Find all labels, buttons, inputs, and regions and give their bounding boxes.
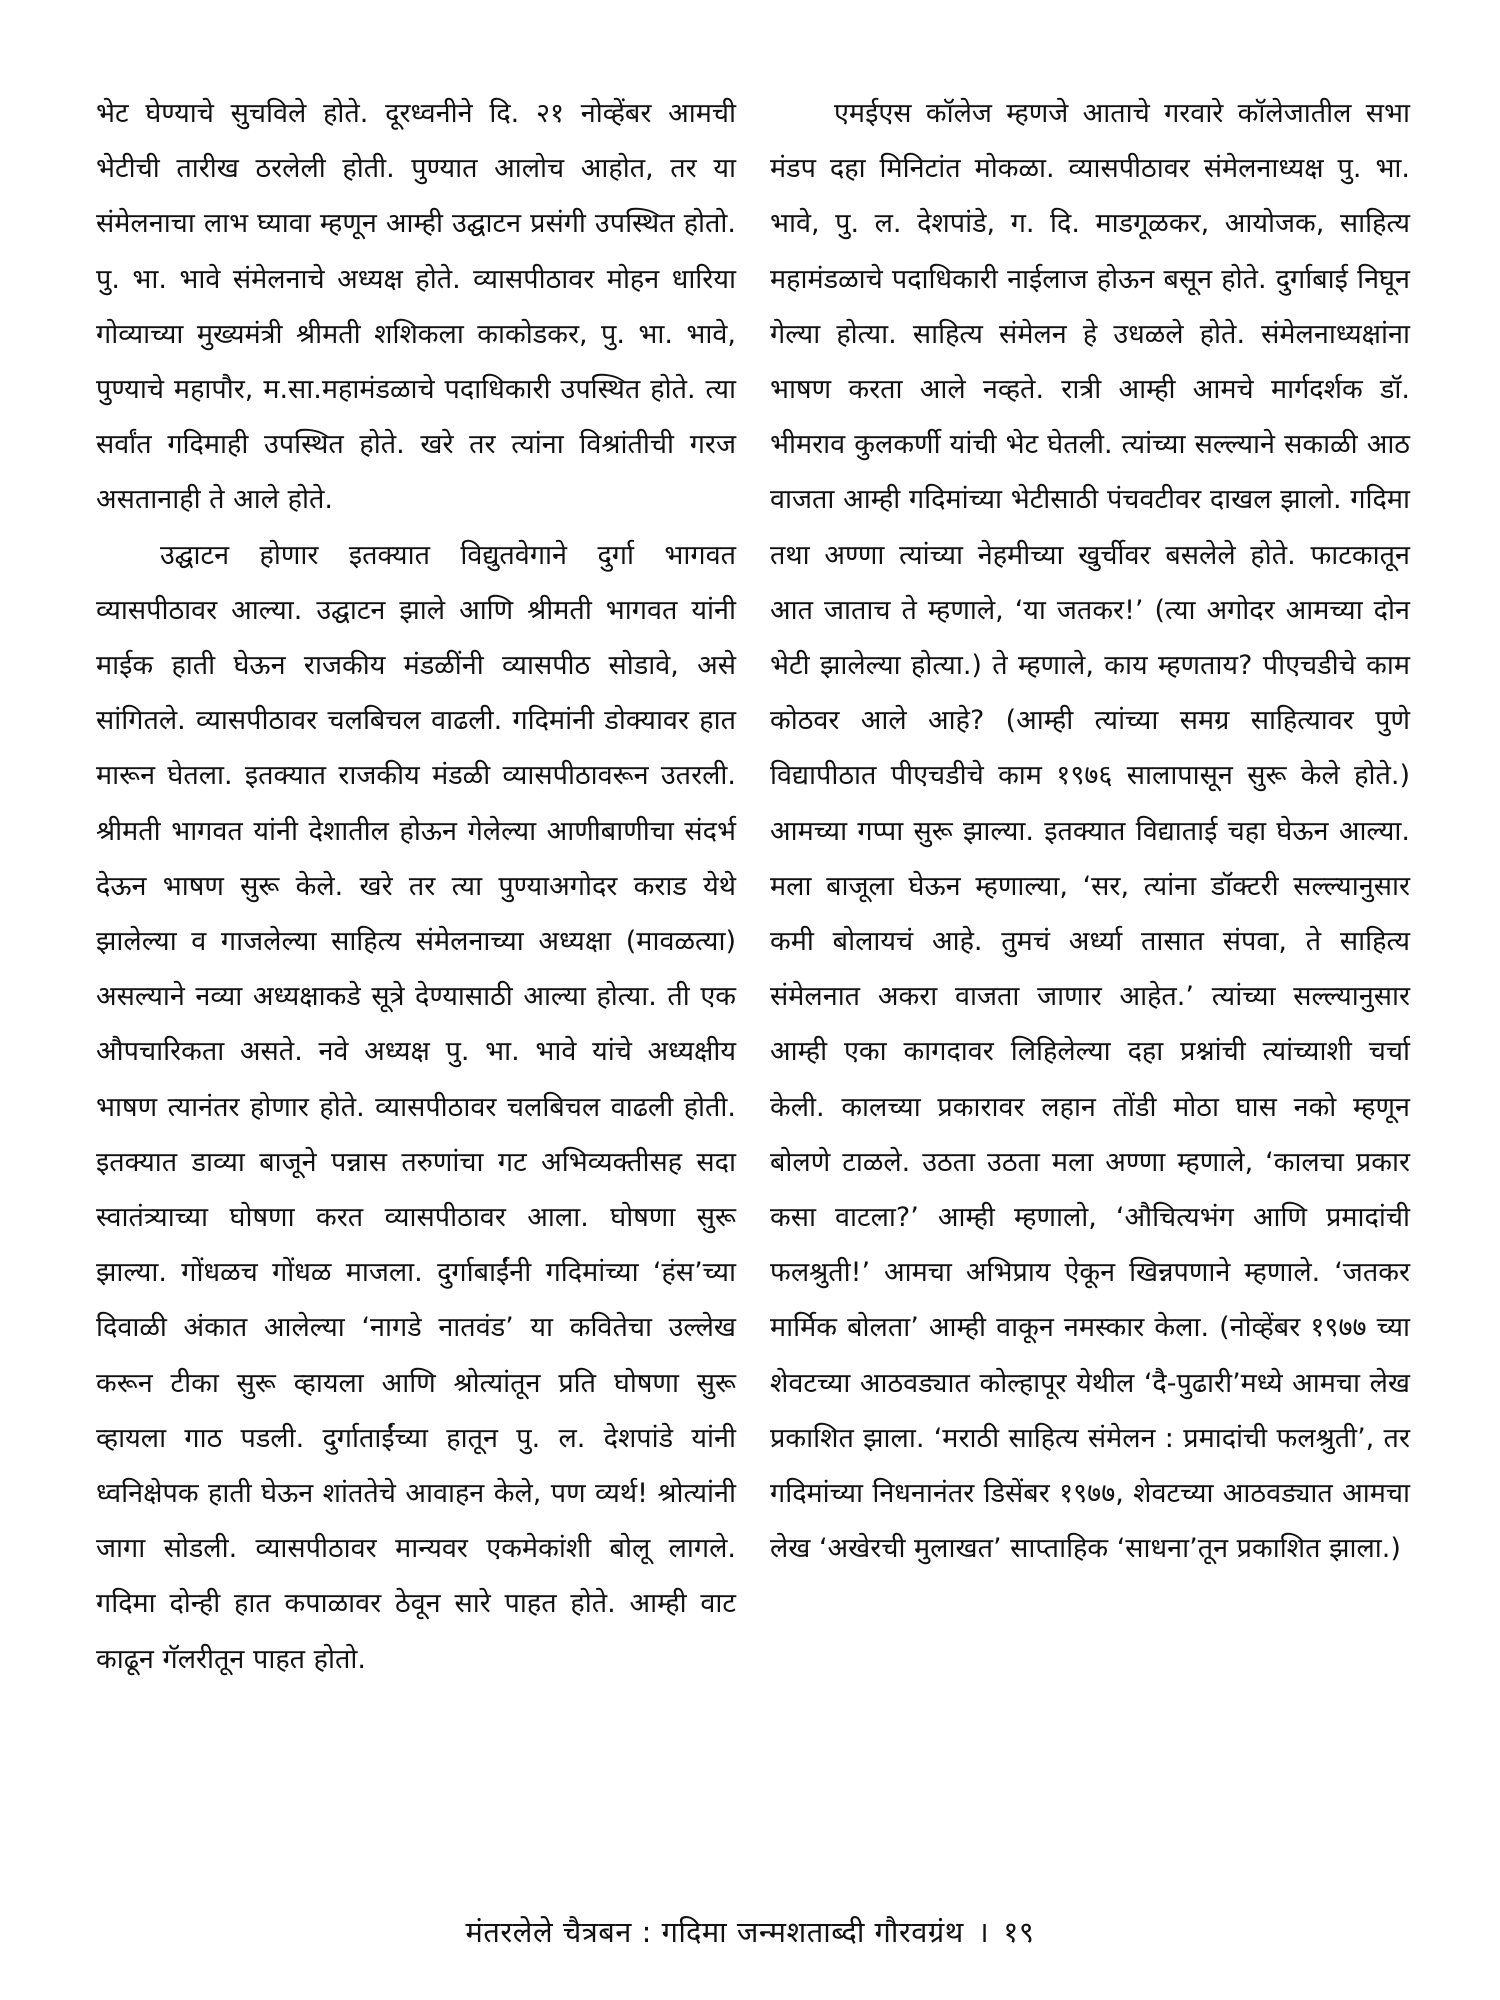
paragraph: एमईएस कॉलेज म्हणजे आताचे गरवारे कॉलेजातील सभा मंडप दहा मिनिटांत मोकळा. व्यासपीठावर संमेलनाध्यक्ष पु. भा. भावे, पु. ल. देशपांडे, ग. दि. माडगूळकर, आयोजक, साहित्य महामंडळाचे पदाधिकारी नाईलाज होऊन बसून होते. दुर्गाबाई निघून गेल्या होत्या. साहित्य संमेलन हे उधळले होते. संमेलनाध्यक्षांना भाषण करता आले नव्हते. रात्री आम्ही आमचे मार्गदर्शक डॉ. भीमराव कुलकर्णी यांची भेट घेतली. त्यांच्या सल्ल्याने सकाळी आठ वाजता आम्ही गदिमांच्या भेटीसाठी पंचवटीवर दाखल झालो. गदिमा तथा अण्णा त्यांच्या नेहमीच्या खुर्चीवर बसलेले होते. फाटकातून आत जाताच ते म्हणाले, ‘या जतकर!’ (त्या अगोदर आमच्या दोन भेटी झालेल्या होत्या.) ते म्हणाले, काय म्हणताय? पीएचडीचे काम कोठवर आले आहे? (आम्ही त्यांच्या समग्र साहित्यावर पुणे विद्यापीठात पीएचडीचे काम १९७६ सालापासून सुरू केले होते.) आमच्या गप्पा सुरू झाल्या. इतक्यात विद्याताई चहा घेऊन आल्या. मला बाजूला घेऊन म्हणाल्या, ‘सर, त्यांना डॉक्टरी सल्ल्यानुसार कमी बोलायचं आहे. तुमचं अर्ध्या तासात संपवा, ते साहित्य संमेलनात अकरा वाजता जाणार आहेत.’ त्यांच्या सल्ल्यानुसार आम्ही एका कागदावर लिहिलेल्या दहा प्रश्नांची त्यांच्याशी चर्चा केली. कालच्या प्रकारावर लहान तोंडी मोठा घास नको म्हणून बोलणे टाळले. उठता उठता मला अण्णा म्हणाले, ‘कालचा प्रकार कसा वाटला?’ आम्ही म्हणालो, ‘औचित्यभंग आणि प्रमादांची फलश्रुती!’ आमचा अभिप्राय ऐकून खिन्नपणाने म्हणाले. ‘जतकर मार्मिक बोलता’ आम्ही वाकून नमस्कार केला. (नोव्हेंबर १९७७ च्या शेवटच्या आठवड्यात कोल्हापूर येथील ‘दै-पुढारी’मध्ये आमचा लेख प्रकाशित झाला. ‘मराठी साहित्य संमेलन : प्रमादांची फलश्रुती’, तर गदिमांच्या निधनानंतर डिसेंबर १९७७, शेवटच्या आठवड्यात आमचा लेख ‘अखेरची मुलाखत’ साप्ताहिक ‘साधना’तून प्रकाशित झाला.) [770,98,1410,1565]
right-column [770,86,1410,1576]
book-title: मंतरलेले चैत्रबन : गदिमा जन्मशताब्दी गौरवग्रंथ [465,1915,964,1949]
paragraph: उद्घाटन होणार इतक्यात विद्युतवेगाने दुर्गा भागवत व्यासपीठावर आल्या. उद्घाटन झाले आणि श्रीमती भागवत यांनी माईक हाती घेऊन राजकीय मंडळींनी व्यासपीठ सोडावे, असे सांगितले. व्यासपीठावर चलबिचल वाढली. गदिमांनी डोक्यावर हात मारून घेतला. इतक्यात राजकीय मंडळी व्यासपीठावरून उतरली. श्रीमती भागवत यांनी देशातील होऊन गेलेल्या आणीबाणीचा संदर्भ देऊन भाषण सुरू केले. खरे तर त्या पुण्याअगोदर कराड येथे झालेल्या व गाजलेल्या साहित्य संमेलनाच्या अध्यक्षा (मावळत्या) असल्याने नव्या अध्यक्षाकडे सूत्रे देण्यासाठी आल्या होत्या. ती एक औपचारिकता असते. नवे अध्यक्ष पु. भा. भावे यांचे अध्यक्षीय भाषण त्यानंतर होणार होते. व्यासपीठावर चलबिचल वाढली होती. इतक्यात डाव्या बाजूने पन्नास तरुणांचा गट अभिव्यक्तीसह सदा स्वातंत्र्याच्या घोषणा करत व्यासपीठावर आला. घोषणा सुरू झाल्या. गोंधळच गोंधळ माजला. दुर्गाबाईंनी गदिमांच्या ‘हंस’च्या दिवाळी अंकात आलेल्या ‘नागडे नातवंड’ या कवितेचा उल्लेख करून टीका सुरू व्हायला आणि श्रोत्यांतून प्रति घोषणा सुरू व्हायला गाठ पडली. दुर्गाताईंच्या हातून पु. ल. देशपांडे यांनी ध्वनिक्षेपक हाती घेऊन शांततेचे आवाहन केले, पण व्यर्थ! श्रोत्यांनी जागा सोडली. व्यासपीठावर मान्यवर एकमेकांशी बोलू लागले. गदिमा दोन्ही हात कपाळावर ठेवून सारे पाहत होते. आम्ही वाट काढून गॅलरीतून पाहत होतो. [96,539,736,1675]
left-column [96,86,736,1687]
footer-separator: । [977,1915,990,1949]
page-number: १९ [1003,1915,1035,1949]
paragraph: भेट घेण्याचे सुचविले होते. दूरध्वनीने दि. २१ नोव्हेंबर आमची भेटीची तारीख ठरलेली होती. पुण्यात आलोच आहोत, तर या संमेलनाचा लाभ घ्यावा म्हणून आम्ही उद्घाटन प्रसंगी उपस्थित होतो. पु. भा. भावे संमेलनाचे अध्यक्ष होते. व्यासपीठावर मोहन धारिया गोव्याच्या मुख्यमंत्री श्रीमती शशिकला काकोडकर, पु. भा. भावे, पुण्याचे महापौर, म.सा.महामंडळाचे पदाधिकारी उपस्थित होते. त्या सर्वांत गदिमाही उपस्थित होते. खरे तर त्यांना विश्रांतीची गरज असतानाही ते आले होते. [96,98,736,516]
page-footer [0,1912,1500,1951]
